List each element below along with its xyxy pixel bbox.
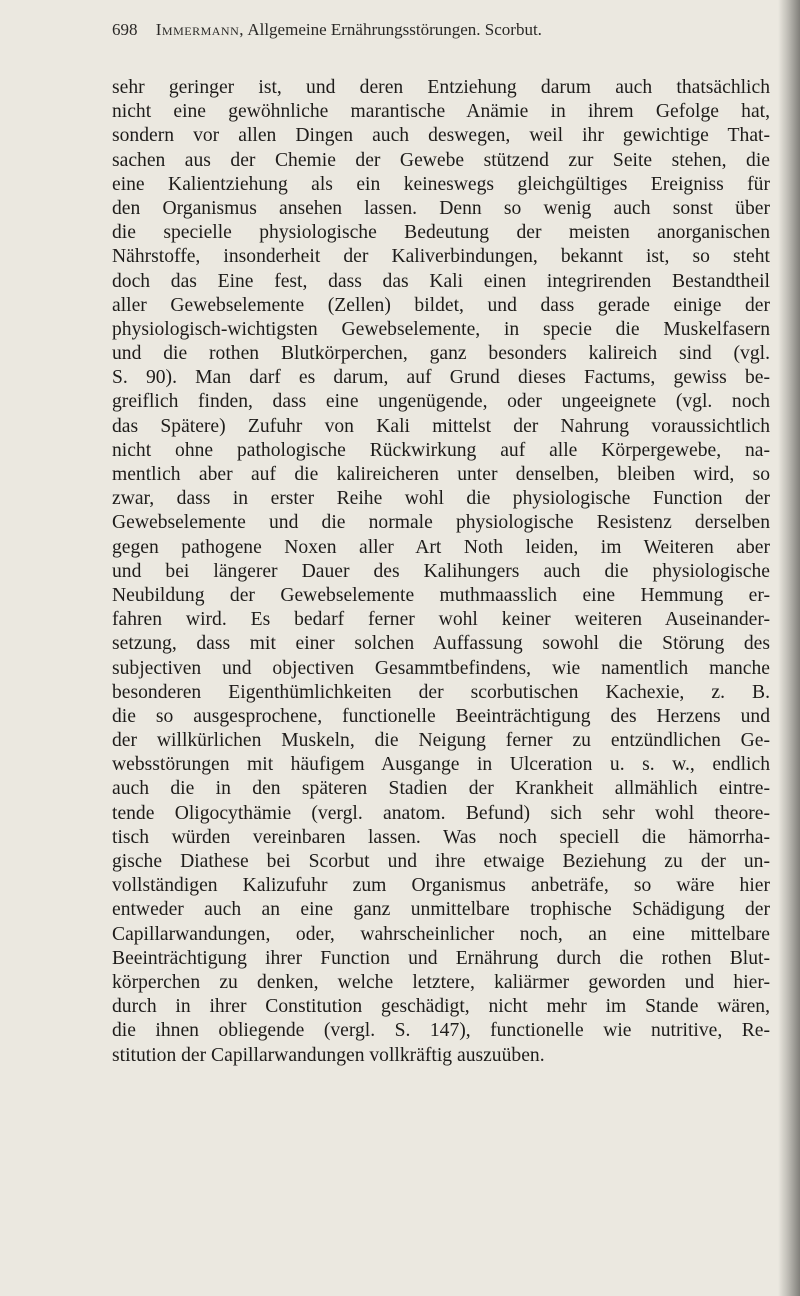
page-number: 698 xyxy=(112,20,138,39)
running-title: Allgemeine Ernährungsstörungen. Scorbut. xyxy=(247,20,542,39)
text-line: tende Oligocythämie (vergl. anatom. Befund) sich sehr wohl theore- xyxy=(112,802,770,824)
text-line: S. 90). Man darf es darum, auf Grund dieses Factums, gewiss be- xyxy=(112,367,770,389)
text-line: eine Kalientziehung als ein keineswegs gleichgültiges Ereigniss für xyxy=(112,173,770,195)
text-line: sehr geringer ist, und deren Entziehung darum auch thatsächlich xyxy=(112,77,770,98)
text-line: die ihnen obliegende (vergl. S. 147), functionelle wie nutritive, Re- xyxy=(112,1020,770,1042)
text-line: gische Diathese bei Scorbut und ihre etwaige Beziehung zu der un- xyxy=(112,851,770,872)
text-line: gegen pathogene Noxen aller Art Noth leiden, im Weiteren aber xyxy=(112,536,770,558)
text-line: durch in ihrer Constitution geschädigt, nicht mehr im Stande wären, xyxy=(112,996,770,1018)
text-line: physiologisch-wichtigsten Gewebselemente, in specie die Muskelfasern xyxy=(112,318,770,340)
page-edge-shadow xyxy=(778,0,800,1296)
text-line: setzung, dass mit einer solchen Auffassung sowohl die Störung des xyxy=(112,633,770,655)
text-line: die specielle physiologische Bedeutung der meisten anorganischen xyxy=(112,222,770,244)
text-line: körperchen zu denken, welche letztere, kaliärmer geworden und hier- xyxy=(112,971,770,993)
text-line: subjectiven und objectiven Gesammtbefindens, wie namentlich manche xyxy=(112,657,770,679)
text-line: Beeinträchtigung ihrer Function und Ernährung durch die rothen Blut- xyxy=(112,947,770,969)
text-line: nicht eine gewöhnliche marantische Anämie in ihrem Gefolge hat, xyxy=(112,101,770,123)
text-line: auch die in den späteren Stadien der Krankheit allmählich eintre- xyxy=(112,778,770,800)
text-line: entweder auch an eine ganz unmittelbare trophische Schädigung der xyxy=(112,899,770,921)
text-line: der willkürlichen Muskeln, die Neigung ferner zu entzündlichen Ge- xyxy=(112,730,770,752)
text-line: sondern vor allen Dingen auch deswegen, weil ihr gewichtige That- xyxy=(112,125,770,147)
text-line: und bei längerer Dauer des Kalihungers auch die physiologische xyxy=(112,560,770,582)
text-line: mentlich aber auf die kalireicheren unter denselben, bleiben wird, so xyxy=(112,464,770,485)
text-line: fahren wird. Es bedarf ferner wohl keiner weiteren Auseinander- xyxy=(112,609,770,631)
text-line: Gewebselemente und die normale physiologische Resistenz derselben xyxy=(112,512,770,534)
text-line: sachen aus der Chemie der Gewebe stützend zur Seite stehen, die xyxy=(112,149,770,171)
text-line: aller Gewebselemente (Zellen) bildet, und dass gerade einige der xyxy=(112,294,770,316)
text-line: Nährstoffe, insonderheit der Kaliverbindungen, bekannt ist, so steht xyxy=(112,246,770,268)
text-line: Neubildung der Gewebselemente muthmaasslich eine Hemmung er- xyxy=(112,584,770,606)
body-text xyxy=(112,76,770,1068)
text-line: den Organismus ansehen lassen. Denn so wenig auch sonst über xyxy=(112,197,770,219)
text-line: greiflich finden, dass eine ungenügende, oder ungeeignete (vgl. noch xyxy=(112,391,770,413)
text-line: stitution der Capillarwandungen vollkräftig auszuüben. xyxy=(112,1044,545,1066)
text-line: besonderen Eigenthümlichkeiten der scorbutischen Kachexie, z. B. xyxy=(112,681,770,703)
text-line: das Spätere) Zufuhr von Kali mittelst der Nahrung voraussichtlich xyxy=(112,415,770,437)
text-line: und die rothen Blutkörperchen, ganz besonders kalireich sind (vgl. xyxy=(112,343,770,365)
text-line: nicht ohne pathologische Rückwirkung auf alle Körpergewebe, na- xyxy=(112,439,770,461)
running-head xyxy=(112,16,752,44)
text-line: die so ausgesprochene, functionelle Beeinträchtigung des Herzens und xyxy=(112,705,770,727)
text-line: tisch würden vereinbaren lassen. Was noch speciell die hämorrha- xyxy=(112,826,770,848)
text-line: Capillarwandungen, oder, wahrscheinlicher noch, an eine mittelbare xyxy=(112,923,770,945)
author-name: Immermann, xyxy=(155,20,245,39)
text-line: vollständigen Kalizufuhr zum Organismus anbeträfe, so wäre hier xyxy=(112,875,770,897)
text-line: doch das Eine fest, dass das Kali einen integrirenden Bestandtheil xyxy=(112,270,770,292)
text-line: zwar, dass in erster Reihe wohl die physiologische Function der xyxy=(112,488,770,510)
text-line: websstörungen mit häufigem Ausgange in Ulceration u. s. w., endlich xyxy=(112,754,770,776)
